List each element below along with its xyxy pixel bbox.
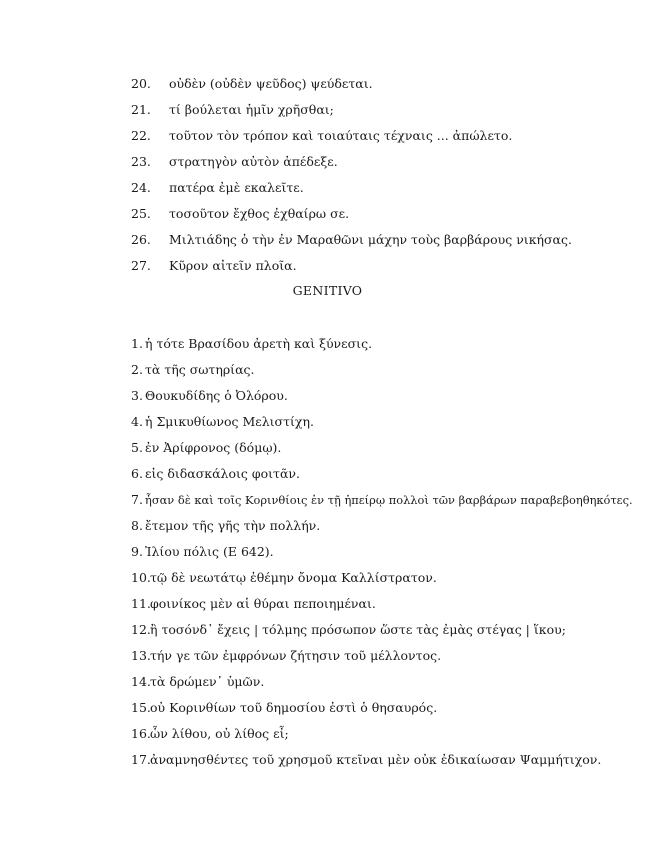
item-text: ἡ Σμικυθίωνος Μελιστίχη. [145,414,314,429]
item-number: 25. [131,206,151,221]
item-number: 26. [131,232,151,247]
item-number: 11. [131,596,151,611]
item-number: 9. [131,544,143,559]
item-number: 14. [131,674,151,689]
item-number: 24. [131,180,151,195]
item-number: 16. [131,726,151,741]
item-text: στρατηγὸν αὐτὸν ἀπέδεξε. [169,154,338,169]
item-text: τῷ δὲ νεωτάτῳ ἐθέμην ὄνομα Καλλίστρατον. [150,570,437,585]
item-number: 13. [131,648,151,663]
item-number: 8. [131,518,143,533]
item-text: Μιλτιάδης ὁ τὴν ἐν Μαραθῶνι μάχην τοὺς βαρβάρους νικήσας. [169,232,572,247]
item-number: 2. [131,362,143,377]
item-text: οὐ Κορινθίων τοῦ δημοσίου ἐστὶ ὁ θησαυρός. [150,700,438,715]
item-text: Ἰλίου πόλις (E 642). [145,544,274,559]
item-text: ἐν Ἀρίφρονος (δόμῳ). [145,440,282,455]
item-number: 1. [131,336,143,351]
item-text: ἀναμνησθέντες τοῦ χρησμοῦ κτεῖναι μὲν οὐκ ἐδικαίωσαν Ψαμμήτιχον. [150,752,602,767]
item-text: ὧν λίθου, οὐ λίθος εἶ; [150,726,289,741]
item-text: φοινίκος μὲν αἱ θύραι πεποιημέναι. [150,596,376,611]
item-text: ἦσαν δὲ καὶ τοῖς Κορινθίοις ἐν τῇ ἠπείρῳ πολλοὶ τῶν βαρβάρων παραβεβοηθηκότες. [145,493,633,507]
item-number: 4. [131,414,143,429]
item-number: 27. [131,258,151,273]
item-text: τοῦτον τὸν τρόπον καὶ τοιαύταις τέχναις ... ἀπώλετο. [169,128,513,143]
item-text: ἔτεμον τῆς γῆς τὴν πολλήν. [145,518,321,533]
item-text: εἰς διδασκάλοις φοιτᾶν. [145,466,300,481]
item-text: τὰ τῆς σωτηρίας. [145,362,255,377]
item-number: 23. [131,154,151,169]
item-text: Θουκυδίδης ὁ Ὀλόρου. [145,388,288,403]
item-text: τί βούλεται ἡμῖν χρῆσθαι; [169,102,334,117]
item-number: 12. [131,622,151,637]
item-text: ἡ τότε Βρασίδου ἀρετὴ καὶ ξύνεσις. [145,336,373,351]
item-number: 6. [131,466,143,481]
item-number: 17. [131,752,151,767]
item-number: 3. [131,388,143,403]
item-text: τήν γε τῶν ἐμφρόνων ζήτησιν τοῦ μέλλοντος. [150,648,442,663]
item-number: 15. [131,700,151,715]
section-heading: GENITIVO [292,283,363,298]
item-number: 10. [131,570,151,585]
item-number: 5. [131,440,143,455]
item-number: 20. [131,76,151,91]
item-number: 22. [131,128,151,143]
item-text: Κῦρον αἰτεῖν πλοῖα. [169,258,297,273]
item-number: 21. [131,102,151,117]
item-text: ἢ τοσόνδ᾽ ἔχεις | τόλμης πρόσωπον ὥστε τὰς ἐμὰς στέγας | ἵκου; [150,622,566,637]
item-number: 7. [131,492,143,507]
item-text: τοσοῦτον ἔχθος ἐχθαίρω σε. [169,206,350,221]
item-text: πατέρα ἐμὲ εκαλεῖτε. [169,180,304,195]
item-text: οὐδὲν (οὐδὲν ψεῦδος) ψεύδεται. [169,76,373,91]
item-text: τὰ δρώμεν᾽ ὑμῶν. [150,674,265,689]
